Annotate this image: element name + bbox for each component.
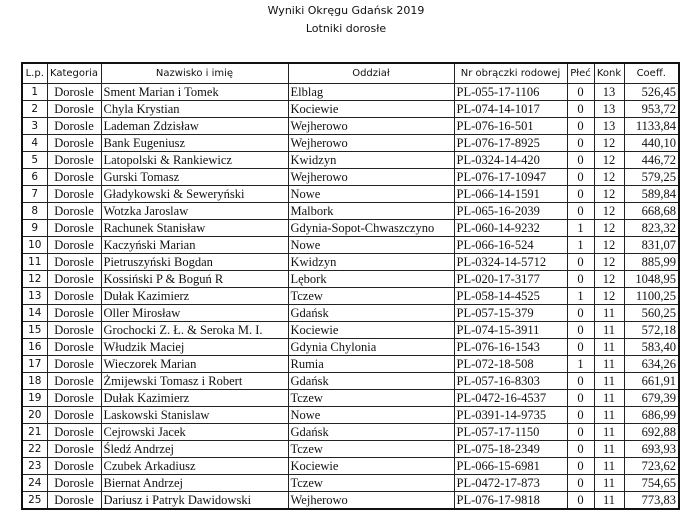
cell-kategoria: Dorosle [47,101,101,118]
cell-lp: 17 [22,356,47,373]
cell-plec: 0 [567,458,594,475]
cell-nr-obraczki: PL-020-17-3177 [454,271,567,288]
table-row [22,271,679,288]
cell-oddzial: Nowe [288,237,454,254]
cell-konk: 12 [594,220,624,237]
table-row [22,203,679,220]
cell-oddzial: Kociewie [288,322,454,339]
cell-kategoria: Dorosle [47,203,101,220]
cell-coeff: 686,99 [624,407,679,424]
cell-konk: 12 [594,203,624,220]
table-row [22,475,679,492]
header-col-oddzial: Oddział [288,63,454,84]
cell-coeff: 560,25 [624,305,679,322]
header-col-plec: Płeć [567,63,594,84]
cell-oddzial: Tczew [288,441,454,458]
cell-lp: 14 [22,305,47,322]
table-row [22,390,679,407]
cell-konk: 13 [594,101,624,118]
cell-konk: 11 [594,458,624,475]
cell-lp: 7 [22,186,47,203]
cell-nr-obraczki: PL-066-16-524 [454,237,567,254]
header-col-nr-obraczki: Nr obrączki rodowej [454,63,567,84]
table-row [22,84,679,101]
cell-plec: 0 [567,84,594,101]
cell-kategoria: Dorosle [47,305,101,322]
cell-oddzial: Elblag [288,84,454,101]
cell-kategoria: Dorosle [47,492,101,510]
cell-kategoria: Dorosle [47,84,101,101]
cell-konk: 12 [594,152,624,169]
cell-lp: 1 [22,84,47,101]
cell-lp: 25 [22,492,47,510]
cell-kategoria: Dorosle [47,356,101,373]
cell-plec: 0 [567,169,594,186]
cell-oddzial: Gdańsk [288,305,454,322]
cell-coeff: 446,72 [624,152,679,169]
table-row [22,135,679,152]
cell-lp: 9 [22,220,47,237]
table-row [22,101,679,118]
table-row [22,339,679,356]
cell-nazwisko: Kossiński P & Boguń R [101,271,288,288]
cell-lp: 22 [22,441,47,458]
cell-lp: 21 [22,424,47,441]
cell-oddzial: Wejherowo [288,135,454,152]
cell-kategoria: Dorosle [47,475,101,492]
cell-lp: 18 [22,373,47,390]
cell-kategoria: Dorosle [47,424,101,441]
cell-nr-obraczki: PL-076-16-1543 [454,339,567,356]
cell-konk: 11 [594,390,624,407]
cell-lp: 19 [22,390,47,407]
document-title: Wyniki Okręgu Gdańsk 2019 [267,4,425,17]
cell-konk: 12 [594,186,624,203]
cell-lp: 2 [22,101,47,118]
cell-oddzial: Gdańsk [288,424,454,441]
cell-oddzial: Kwidzyn [288,254,454,271]
header-col-nazwisko: Nazwisko i imię [101,63,288,84]
cell-konk: 13 [594,118,624,135]
cell-nazwisko: Wotzka Jaroslaw [101,203,288,220]
cell-lp: 8 [22,203,47,220]
table-row [22,152,679,169]
cell-oddzial: Nowe [288,407,454,424]
cell-coeff: 679,39 [624,390,679,407]
cell-plec: 0 [567,118,594,135]
cell-nr-obraczki: PL-074-15-3911 [454,322,567,339]
cell-konk: 11 [594,339,624,356]
cell-nazwisko: Lademan Zdzisław [101,118,288,135]
results-table [21,62,680,510]
cell-coeff: 692,88 [624,424,679,441]
cell-konk: 12 [594,254,624,271]
cell-konk: 11 [594,441,624,458]
cell-konk: 11 [594,424,624,441]
cell-konk: 12 [594,288,624,305]
cell-oddzial: Tczew [288,475,454,492]
cell-coeff: 526,45 [624,84,679,101]
cell-plec: 1 [567,356,594,373]
cell-plec: 0 [567,101,594,118]
cell-nr-obraczki: PL-076-17-8925 [454,135,567,152]
cell-lp: 20 [22,407,47,424]
cell-plec: 0 [567,441,594,458]
cell-nazwisko: Dułak Kazimierz [101,288,288,305]
table-row [22,407,679,424]
cell-nazwisko: Wieczorek Marian [101,356,288,373]
cell-lp: 11 [22,254,47,271]
table-row [22,458,679,475]
cell-nr-obraczki: PL-057-16-8303 [454,373,567,390]
table-header-row [22,63,679,84]
cell-kategoria: Dorosle [47,271,101,288]
cell-nr-obraczki: PL-055-17-1106 [454,84,567,101]
cell-plec: 0 [567,373,594,390]
cell-coeff: 885,99 [624,254,679,271]
cell-nazwisko: Sment Marian i Tomek [101,84,288,101]
cell-oddzial: Wejherowo [288,118,454,135]
cell-oddzial: Gdańsk [288,373,454,390]
cell-nazwisko: Kaczyński Marian [101,237,288,254]
cell-plec: 0 [567,322,594,339]
cell-konk: 11 [594,322,624,339]
cell-kategoria: Dorosle [47,254,101,271]
cell-lp: 13 [22,288,47,305]
header-col-konk: Konk [594,63,624,84]
cell-nr-obraczki: PL-060-14-9232 [454,220,567,237]
cell-lp: 3 [22,118,47,135]
cell-nr-obraczki: PL-0472-16-4537 [454,390,567,407]
cell-oddzial: Wejherowo [288,169,454,186]
cell-nazwisko: Żmijewski Tomasz i Robert [101,373,288,390]
cell-oddzial: Tczew [288,390,454,407]
cell-plec: 1 [567,288,594,305]
cell-oddzial: Tczew [288,288,454,305]
cell-coeff: 953,72 [624,101,679,118]
cell-lp: 6 [22,169,47,186]
cell-plec: 0 [567,203,594,220]
cell-plec: 0 [567,407,594,424]
cell-kategoria: Dorosle [47,458,101,475]
cell-coeff: 823,32 [624,220,679,237]
cell-lp: 4 [22,135,47,152]
cell-kategoria: Dorosle [47,339,101,356]
cell-oddzial: Nowe [288,186,454,203]
cell-nazwisko: Gładykowski & Seweryński [101,186,288,203]
cell-konk: 11 [594,407,624,424]
cell-coeff: 1133,84 [624,118,679,135]
cell-coeff: 831,07 [624,237,679,254]
cell-nazwisko: Laskowski Stanislaw [101,407,288,424]
table-row [22,424,679,441]
cell-coeff: 693,93 [624,441,679,458]
cell-konk: 11 [594,305,624,322]
table-row [22,373,679,390]
cell-nazwisko: Cejrowski Jacek [101,424,288,441]
cell-oddzial: Lębork [288,271,454,288]
cell-lp: 5 [22,152,47,169]
cell-nr-obraczki: PL-076-17-10947 [454,169,567,186]
cell-nazwisko: Pietruszyński Bogdan [101,254,288,271]
cell-plec: 1 [567,237,594,254]
cell-konk: 12 [594,135,624,152]
cell-konk: 11 [594,492,624,510]
cell-coeff: 1100,25 [624,288,679,305]
cell-oddzial: Kociewie [288,101,454,118]
cell-plec: 0 [567,305,594,322]
cell-nazwisko: Włudzik Maciej [101,339,288,356]
cell-coeff: 668,68 [624,203,679,220]
cell-plec: 0 [567,152,594,169]
header-col-kategoria: Kategoria [47,63,101,84]
cell-coeff: 661,91 [624,373,679,390]
cell-nazwisko: Grochocki Z. Ł. & Seroka M. I. [101,322,288,339]
cell-plec: 1 [567,220,594,237]
table-row [22,237,679,254]
cell-nr-obraczki: PL-0391-14-9735 [454,407,567,424]
cell-plec: 0 [567,135,594,152]
cell-nr-obraczki: PL-057-15-379 [454,305,567,322]
cell-kategoria: Dorosle [47,441,101,458]
cell-lp: 24 [22,475,47,492]
cell-nr-obraczki: PL-076-16-501 [454,118,567,135]
cell-coeff: 572,18 [624,322,679,339]
cell-plec: 0 [567,254,594,271]
cell-nr-obraczki: PL-058-14-4525 [454,288,567,305]
cell-plec: 0 [567,339,594,356]
table-row [22,441,679,458]
cell-coeff: 579,25 [624,169,679,186]
cell-nr-obraczki: PL-0324-14-420 [454,152,567,169]
cell-oddzial: Kociewie [288,458,454,475]
cell-plec: 0 [567,390,594,407]
cell-nazwisko: Oller Mirosław [101,305,288,322]
cell-coeff: 723,62 [624,458,679,475]
cell-coeff: 1048,95 [624,271,679,288]
cell-coeff: 440,10 [624,135,679,152]
cell-lp: 16 [22,339,47,356]
cell-kategoria: Dorosle [47,118,101,135]
cell-nr-obraczki: PL-074-14-1017 [454,101,567,118]
cell-nr-obraczki: PL-072-18-508 [454,356,567,373]
cell-plec: 0 [567,424,594,441]
cell-nr-obraczki: PL-0472-17-873 [454,475,567,492]
cell-nazwisko: Latopolski & Rankiewicz [101,152,288,169]
cell-coeff: 773,83 [624,492,679,510]
cell-oddzial: Malbork [288,203,454,220]
table-row [22,220,679,237]
cell-kategoria: Dorosle [47,152,101,169]
table-row [22,322,679,339]
cell-coeff: 634,26 [624,356,679,373]
cell-kategoria: Dorosle [47,390,101,407]
cell-oddzial: Kwidzyn [288,152,454,169]
cell-kategoria: Dorosle [47,373,101,390]
cell-lp: 23 [22,458,47,475]
cell-kategoria: Dorosle [47,220,101,237]
cell-oddzial: Gdynia Chylonia [288,339,454,356]
cell-nazwisko: Śledź Andrzej [101,441,288,458]
cell-nr-obraczki: PL-066-14-1591 [454,186,567,203]
header-col-coeff: Coeff. [624,63,679,84]
cell-oddzial: Rumia [288,356,454,373]
cell-konk: 12 [594,271,624,288]
cell-konk: 12 [594,237,624,254]
cell-nr-obraczki: PL-066-15-6981 [454,458,567,475]
cell-nr-obraczki: PL-076-17-9818 [454,492,567,510]
cell-plec: 0 [567,271,594,288]
cell-oddzial: Gdynia-Sopot-Chwaszczyno [288,220,454,237]
cell-konk: 11 [594,356,624,373]
table-row [22,186,679,203]
cell-coeff: 589,84 [624,186,679,203]
cell-nr-obraczki: PL-057-17-1150 [454,424,567,441]
cell-nr-obraczki: PL-075-18-2349 [454,441,567,458]
cell-oddzial: Wejherowo [288,492,454,510]
table-row [22,288,679,305]
cell-konk: 11 [594,475,624,492]
cell-konk: 11 [594,373,624,390]
cell-kategoria: Dorosle [47,322,101,339]
header-col-lp: L.p. [22,63,47,84]
table-row [22,305,679,322]
cell-plec: 0 [567,492,594,510]
cell-nr-obraczki: PL-065-16-2039 [454,203,567,220]
cell-nazwisko: Chyla Krystian [101,101,288,118]
table-row [22,118,679,135]
cell-coeff: 583,40 [624,339,679,356]
cell-plec: 0 [567,186,594,203]
cell-kategoria: Dorosle [47,288,101,305]
cell-kategoria: Dorosle [47,407,101,424]
cell-kategoria: Dorosle [47,237,101,254]
table-row [22,254,679,271]
cell-lp: 12 [22,271,47,288]
cell-coeff: 754,65 [624,475,679,492]
cell-plec: 0 [567,475,594,492]
cell-konk: 12 [594,169,624,186]
cell-kategoria: Dorosle [47,169,101,186]
cell-nazwisko: Bank Eugeniusz [101,135,288,152]
table-row [22,356,679,373]
cell-lp: 10 [22,237,47,254]
cell-lp: 15 [22,322,47,339]
cell-nazwisko: Dariusz i Patryk Dawidowski [101,492,288,510]
cell-kategoria: Dorosle [47,135,101,152]
document-subtitle: Lotniki dorosłe [305,22,387,35]
cell-nazwisko: Biernat Andrzej [101,475,288,492]
cell-nazwisko: Gurski Tomasz [101,169,288,186]
cell-nazwisko: Dułak Kazimierz [101,390,288,407]
table-row [22,169,679,186]
cell-nr-obraczki: PL-0324-14-5712 [454,254,567,271]
cell-nazwisko: Czubek Arkadiusz [101,458,288,475]
cell-nazwisko: Rachunek Stanisław [101,220,288,237]
cell-kategoria: Dorosle [47,186,101,203]
cell-konk: 13 [594,84,624,101]
table-row [22,492,679,510]
